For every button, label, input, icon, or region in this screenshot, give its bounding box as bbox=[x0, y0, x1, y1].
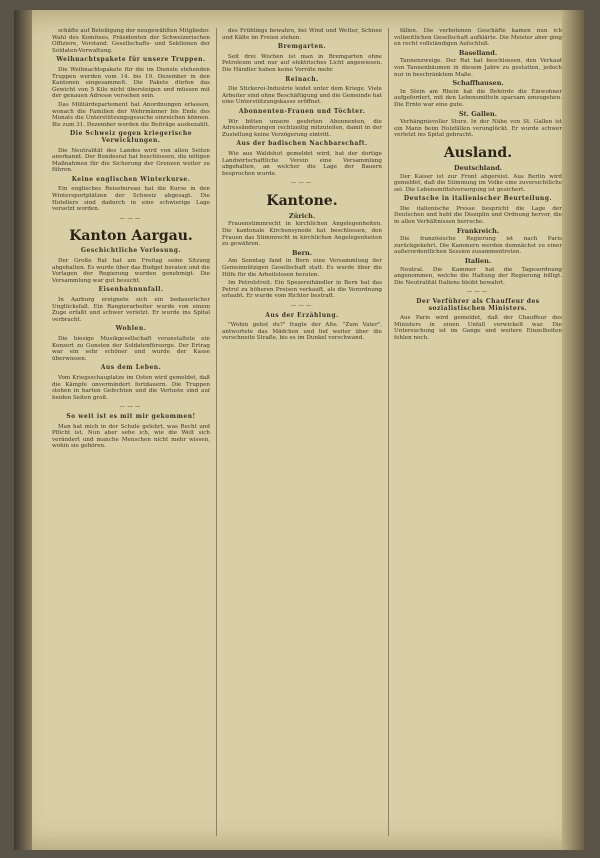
article-heading: Keine englischen Winterkurse. bbox=[71, 175, 191, 183]
article-text: Aus Paris wird gemeldet, daß der Chauffeur des Ministers in einen Unfall verwickelt war. Die Untersuchung ist im Gange und weitere Einzelheiten fehlen noch. bbox=[394, 315, 562, 341]
article-heading: Eisenbahnunfall. bbox=[98, 286, 164, 294]
article-heading: Reinach. bbox=[285, 75, 319, 83]
column-2 bbox=[222, 28, 382, 836]
article-text: Neutral. Die Kammer hat die Tagesordnung angenommen, welche die Haltung der Regierung billigt. Die Neutralität Italiens bleibt bewahrt. bbox=[394, 266, 562, 286]
article-text: Verhängnisvoller Sturz. In der Nähe von St. Gallen ist ein Mann beim Holzfällen verunglückt. Er wurde schwer verletzt ins Spital gebracht. bbox=[394, 119, 562, 139]
divider: ——— bbox=[290, 180, 314, 187]
article-text: Das Militärdepartement hat Anordnungen erlassen, wonach die Familien der Wehrmänner bis Ende des Monats die Unterstützungsgesuche einreichen können. Bis zum 31. Dezember werden die Beiträge ausbezahlt. bbox=[52, 101, 210, 128]
section-title-ausland: Ausland. bbox=[443, 144, 513, 161]
article-text: Die französische Regierung ist nach Paris zurückgekehrt. Die Kammern werden demnächst zu einer außerordentlichen Session zusammentreten. bbox=[394, 236, 562, 256]
article-text: Seit drei Wochen ist man in Bremgarten ohne Petroleum und nur auf elektrisches Licht angewiesen. Die Händler haben keine Vorräte mehr. bbox=[222, 53, 382, 73]
article-heading: Zürich. bbox=[288, 211, 316, 220]
article-text: Im Petrolstreit. Ein Spezereihändler in Bern hat das Petrol zu höheren Preisen verkauft, als die Verordnung erlaubt. Er wurde vom Richter bestraft. bbox=[222, 280, 382, 300]
article-text: Die italienische Presse bespricht die Lage der Deutschen und hebt die Disziplin und Ordnung hervor, die in allen Verhältnissen herrsche. bbox=[394, 205, 562, 226]
article-heading: St. Gallen. bbox=[458, 109, 498, 118]
article-text: Frauenstimmrecht in kirchlichen Angelegenheiten. Die kantonale Kirchensynode hat beschlossen, den Frauen das Stimmrecht in kirchlichen Angelegenheiten zu gewähren. bbox=[222, 221, 382, 248]
article-heading: Geschichtliche Vorlesung. bbox=[80, 247, 182, 255]
section-title-kantone: Kantone. bbox=[266, 192, 338, 209]
article-text: des Frühlings bewahre, bei Wind und Wetter, Schnee und Kälte im Freien stehen. bbox=[222, 28, 382, 41]
article-text: Der Große Rat hat am Freitag seine Sitzung abgehalten. Es wurde über das Budget beraten und die Vorlagen der Regierung wurden genehmigt. Die Versammlung war gut besucht. bbox=[52, 258, 210, 284]
article-text: Ein englisches Reisebureau hat die Kurse in den Wintersportplätzen der Schweiz abgesagt. Die Hoteliers sind dadurch in eine schwierige Lage versetzt worden. bbox=[52, 186, 210, 213]
article-text: Die Stickerei-Industrie leidet unter dem Kriege. Viele Arbeiter sind ohne Beschäftigung und die Gemeinde hat eine Unterstützungskasse eröffnet. bbox=[222, 86, 382, 106]
column-1 bbox=[52, 28, 210, 836]
article-text: fällen. Die verbotenen Geschäfte kamen nun ich vollzeitlichen Gesellschaft aufklärte. Die Meister aber ging en recht vollständigen Aufschluß. bbox=[394, 28, 562, 48]
article-heading: Abonnenten-Frauen und Töchter. bbox=[238, 107, 366, 115]
divider: ——— bbox=[119, 215, 143, 222]
article-text: Wir bitten unsere geehrten Abonnenten, die Adressänderungen rechtzeitig mitzuteilen, damit in der Zustellung keine Verzögerung eintritt. bbox=[222, 118, 382, 138]
article-heading: Deutschland. bbox=[453, 163, 503, 172]
article-text: Am Sonntag fand in Bern eine Versammlung der Gemeinnützigen Gesellschaft statt. Es wurde über die Hilfe für die Arbeitslosen beraten. bbox=[222, 258, 382, 278]
article-text: Vom Kriegsschauplatze im Osten wird gemeldet, daß die Kämpfe unvermindert fortdauern. Die Truppen stehen in harten Gefechten und die Verluste sind auf beiden Seiten groß. bbox=[52, 374, 210, 401]
article-heading: Aus dem Leben. bbox=[100, 364, 162, 372]
divider: ——— bbox=[290, 303, 314, 309]
article-text: Der Kaiser ist zur Front abgereist. Aus Berlin wird gemeldet, daß die Stimmung im Volke eine zuversichtliche sei. Die Lebensmittelversorgung ist gesichert. bbox=[394, 173, 562, 193]
article-text: In Stein am Rhein hat die Behörde die Einwohner aufgefordert, mit den Lebensmitteln sparsam umzugehen. Die Ernte war eine gute. bbox=[394, 88, 562, 108]
article-heading: Der Verführer als Chauffeur des sozialistischen Ministers. bbox=[416, 298, 540, 312]
article-heading: Frankreich. bbox=[456, 226, 500, 235]
article-heading: Wohlen. bbox=[115, 325, 147, 333]
page-edge bbox=[562, 10, 584, 850]
article-text: Die Neutralität des Landes wird von allen Seiten anerkannt. Der Bundesrat hat beschlossen, die nötigen Maßnahmen für die Sicherung der Grenzen weiter zu führen. bbox=[52, 147, 210, 174]
article-heading: Bremgarten. bbox=[277, 43, 327, 51]
article-heading: So weit ist es mit mir gekommen! bbox=[66, 412, 196, 420]
article-text: schäfte auf Beteiligung der neugewählten Mitglieder. Wahl des Komitees, Präsidenten der Schweizerischen Offiziere, Vorstand. Gesellschafts- und Sektionen der Soldaten-Verwaltung. bbox=[52, 28, 210, 54]
divider: ——— bbox=[119, 404, 143, 411]
article-heading: Bern. bbox=[291, 248, 313, 257]
article-heading: Aus der badischen Nachbarschaft. bbox=[236, 140, 368, 148]
article-text: Wie aus Waldshut gemeldet wird, hat der dortige Landwirtschaftliche Verein eine Versammlung abgehalten, an welcher die Lage der Bauern besprochen wurde. bbox=[222, 150, 382, 177]
newspaper-page bbox=[14, 10, 584, 850]
article-text: Man hat mich in der Schule gelehrt, was Recht und Pflicht ist. Nun aber sehe ich, wie die Welt sich verändert und manche Menschen nicht mehr wissen, wohin sie gehören. bbox=[52, 423, 210, 450]
article-text: Die Weihnachtspakete für die im Dienste stehenden Truppen werden vom 14. bis 19. Dezember in den Kantonen eingesammelt. Die Pakete dürfen das Gewicht von 5 Kilo nicht übersteigen und müssen mit der genauen Adresse versehen sein. bbox=[52, 66, 210, 100]
article-text: Die hiesige Musikgesellschaft veranstaltete ein Konzert zu Gunsten der Soldatenfürsorge. Der Ertrag war ein sehr schöner und wurde der Kasse überwiesen. bbox=[52, 335, 210, 362]
article-text: "Wohin gehst du?" fragte der Alte. "Zum Vater", antwortete das Mädchen und lief weiter über die verschneite Straße, bis es im Dunkel verschwand. bbox=[222, 322, 382, 342]
article-text: In Aarburg ereignete sich ein bedauerlicher Unglücksfall. Ein Rangierarbeiter wurde von einem Zuge erfaßt und schwer verletzt. Er wurde ins Spital verbracht. bbox=[52, 297, 210, 323]
article-heading: Italien. bbox=[464, 257, 492, 266]
article-heading: Die Schweiz gegen kriegerische Verwicklungen. bbox=[69, 130, 193, 144]
column-rule bbox=[388, 28, 389, 836]
section-title-kanton-aargau: Kanton Aargau. bbox=[69, 228, 193, 245]
divider: ——— bbox=[466, 289, 490, 296]
article-text: Tannenzweige. Der Rat hat beschlossen, den Verkauf von Tannenbäumen in diesem Jahre zu gestatten, jedoch nur in beschränktem Maße. bbox=[394, 58, 562, 78]
book-binding bbox=[14, 10, 32, 850]
column-3 bbox=[394, 28, 562, 836]
article-heading: Weihnachtspakete für unsere Truppen. bbox=[56, 56, 206, 64]
article-heading: Baselland. bbox=[458, 48, 498, 57]
article-heading: Schaffhausen. bbox=[452, 79, 504, 88]
article-heading: Aus der Erzählung. bbox=[265, 311, 339, 319]
article-heading: Deutsche in italienischer Beurteilung. bbox=[403, 195, 553, 203]
column-rule bbox=[216, 28, 217, 836]
